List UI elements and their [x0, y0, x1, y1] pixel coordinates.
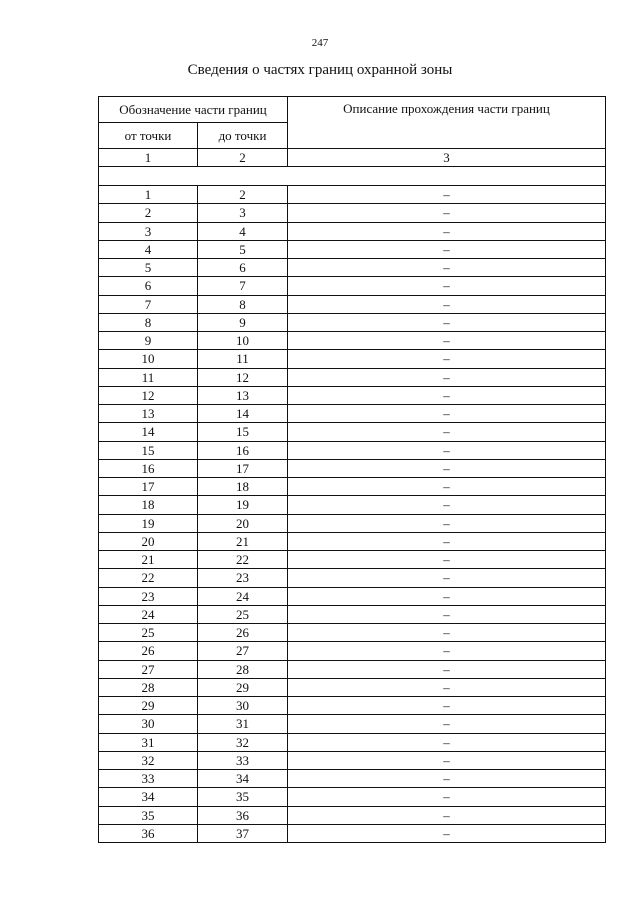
table-row: [99, 642, 606, 660]
from-point-cell: 14: [99, 423, 198, 441]
table-row: [99, 222, 606, 240]
from-point-cell: 21: [99, 551, 198, 569]
description-cell: –: [288, 514, 606, 532]
to-point-cell: 18: [198, 478, 288, 496]
column-number-3: 3: [288, 149, 606, 167]
table-row: [99, 660, 606, 678]
from-point-cell: 12: [99, 386, 198, 404]
to-point-cell: 7: [198, 277, 288, 295]
to-point-header: до точки: [198, 123, 288, 149]
description-cell: –: [288, 697, 606, 715]
table-row: [99, 386, 606, 404]
from-point-cell: 32: [99, 751, 198, 769]
table-row: [99, 532, 606, 550]
from-point-cell: 13: [99, 405, 198, 423]
from-point-cell: 3: [99, 222, 198, 240]
description-cell: –: [288, 587, 606, 605]
table-row: [99, 313, 606, 331]
description-cell: –: [288, 222, 606, 240]
description-cell: –: [288, 788, 606, 806]
from-point-cell: 27: [99, 660, 198, 678]
description-cell: –: [288, 350, 606, 368]
to-point-cell: 32: [198, 733, 288, 751]
to-point-cell: 37: [198, 824, 288, 842]
from-point-cell: 28: [99, 678, 198, 696]
to-point-cell: 5: [198, 240, 288, 258]
page-number: 247: [311, 37, 329, 49]
from-point-cell: 7: [99, 295, 198, 313]
table-row: [99, 259, 606, 277]
from-point-cell: 26: [99, 642, 198, 660]
to-point-cell: 24: [198, 587, 288, 605]
table-row: [99, 295, 606, 313]
from-point-cell: 5: [99, 259, 198, 277]
table-row: [99, 459, 606, 477]
to-point-cell: 33: [198, 751, 288, 769]
from-point-header: от точки: [99, 123, 198, 149]
description-cell: –: [288, 569, 606, 587]
to-point-cell: 8: [198, 295, 288, 313]
to-point-cell: 35: [198, 788, 288, 806]
table-row: [99, 715, 606, 733]
table-row: [99, 405, 606, 423]
from-point-cell: 2: [99, 204, 198, 222]
description-cell: –: [288, 423, 606, 441]
description-cell: –: [288, 405, 606, 423]
to-point-cell: 26: [198, 624, 288, 642]
from-point-cell: 20: [99, 532, 198, 550]
column-number-1: 1: [99, 149, 198, 167]
table-row: [99, 587, 606, 605]
from-point-cell: 23: [99, 587, 198, 605]
from-point-cell: 34: [99, 788, 198, 806]
from-point-cell: 9: [99, 332, 198, 350]
table-row: [99, 733, 606, 751]
table-row: [99, 368, 606, 386]
to-point-cell: 22: [198, 551, 288, 569]
description-cell: –: [288, 642, 606, 660]
from-point-cell: 18: [99, 496, 198, 514]
to-point-cell: 25: [198, 605, 288, 623]
from-point-cell: 11: [99, 368, 198, 386]
description-cell: –: [288, 532, 606, 550]
to-point-cell: 14: [198, 405, 288, 423]
description-cell: –: [288, 551, 606, 569]
from-point-cell: 36: [99, 824, 198, 842]
description-cell: –: [288, 624, 606, 642]
table-row: [99, 751, 606, 769]
description-cell: –: [288, 277, 606, 295]
table-row: [99, 697, 606, 715]
description-cell: –: [288, 605, 606, 623]
table-row: [99, 551, 606, 569]
from-point-cell: 30: [99, 715, 198, 733]
to-point-cell: 31: [198, 715, 288, 733]
description-cell: –: [288, 441, 606, 459]
to-point-cell: 6: [198, 259, 288, 277]
description-cell: –: [288, 478, 606, 496]
table-row: [99, 350, 606, 368]
table-row: [99, 332, 606, 350]
description-cell: –: [288, 240, 606, 258]
description-cell: –: [288, 733, 606, 751]
description-cell: –: [288, 368, 606, 386]
to-point-cell: 12: [198, 368, 288, 386]
from-point-cell: 10: [99, 350, 198, 368]
description-cell: –: [288, 295, 606, 313]
to-point-cell: 28: [198, 660, 288, 678]
from-point-cell: 24: [99, 605, 198, 623]
to-point-cell: 34: [198, 770, 288, 788]
to-point-cell: 15: [198, 423, 288, 441]
to-point-cell: 23: [198, 569, 288, 587]
description-cell: –: [288, 715, 606, 733]
to-point-cell: 16: [198, 441, 288, 459]
from-point-cell: 15: [99, 441, 198, 459]
table-row: [99, 824, 606, 842]
from-point-cell: 31: [99, 733, 198, 751]
header-row: [99, 97, 606, 123]
from-point-cell: 8: [99, 313, 198, 331]
section-row: [99, 167, 606, 186]
from-point-cell: 17: [99, 478, 198, 496]
description-cell: –: [288, 259, 606, 277]
table-body: [99, 97, 606, 843]
description-cell: –: [288, 386, 606, 404]
description-cell: –: [288, 770, 606, 788]
to-point-cell: 11: [198, 350, 288, 368]
from-point-cell: 1: [99, 186, 198, 204]
table-row: [99, 277, 606, 295]
designation-header: Обозначение части границ: [99, 97, 288, 123]
to-point-cell: 36: [198, 806, 288, 824]
table-row: [99, 478, 606, 496]
from-point-cell: 4: [99, 240, 198, 258]
table-row: [99, 678, 606, 696]
from-point-cell: 29: [99, 697, 198, 715]
description-cell: –: [288, 806, 606, 824]
description-cell: –: [288, 332, 606, 350]
table-row: [99, 624, 606, 642]
from-point-cell: 25: [99, 624, 198, 642]
to-point-cell: 21: [198, 532, 288, 550]
description-cell: –: [288, 313, 606, 331]
to-point-cell: 17: [198, 459, 288, 477]
to-point-cell: 13: [198, 386, 288, 404]
description-cell: –: [288, 751, 606, 769]
to-point-cell: 19: [198, 496, 288, 514]
from-point-cell: 22: [99, 569, 198, 587]
table-row: [99, 605, 606, 623]
table-row: [99, 569, 606, 587]
description-cell: –: [288, 678, 606, 696]
description-cell: –: [288, 496, 606, 514]
to-point-cell: 4: [198, 222, 288, 240]
section-cell: [99, 167, 606, 186]
to-point-cell: 27: [198, 642, 288, 660]
table-row: [99, 186, 606, 204]
to-point-cell: 10: [198, 332, 288, 350]
from-point-cell: 16: [99, 459, 198, 477]
table-row: [99, 441, 606, 459]
from-point-cell: 6: [99, 277, 198, 295]
document-title: Сведения о частях границ охранной зоны: [187, 62, 453, 78]
from-point-cell: 35: [99, 806, 198, 824]
table-row: [99, 788, 606, 806]
description-cell: –: [288, 660, 606, 678]
to-point-cell: 29: [198, 678, 288, 696]
description-cell: –: [288, 459, 606, 477]
table-row: [99, 204, 606, 222]
table-row: [99, 423, 606, 441]
to-point-cell: 20: [198, 514, 288, 532]
description-cell: –: [288, 824, 606, 842]
table-row: [99, 770, 606, 788]
table-row: [99, 240, 606, 258]
description-cell: –: [288, 204, 606, 222]
to-point-cell: 9: [198, 313, 288, 331]
from-point-cell: 33: [99, 770, 198, 788]
table-row: [99, 806, 606, 824]
boundary-parts-table: [98, 96, 606, 843]
table-row: [99, 496, 606, 514]
to-point-cell: 30: [198, 697, 288, 715]
column-numbers-row: [99, 149, 606, 167]
to-point-cell: 3: [198, 204, 288, 222]
column-number-2: 2: [198, 149, 288, 167]
to-point-cell: 2: [198, 186, 288, 204]
description-header: Описание прохождения части границ: [288, 97, 606, 149]
description-cell: –: [288, 186, 606, 204]
from-point-cell: 19: [99, 514, 198, 532]
table-row: [99, 514, 606, 532]
